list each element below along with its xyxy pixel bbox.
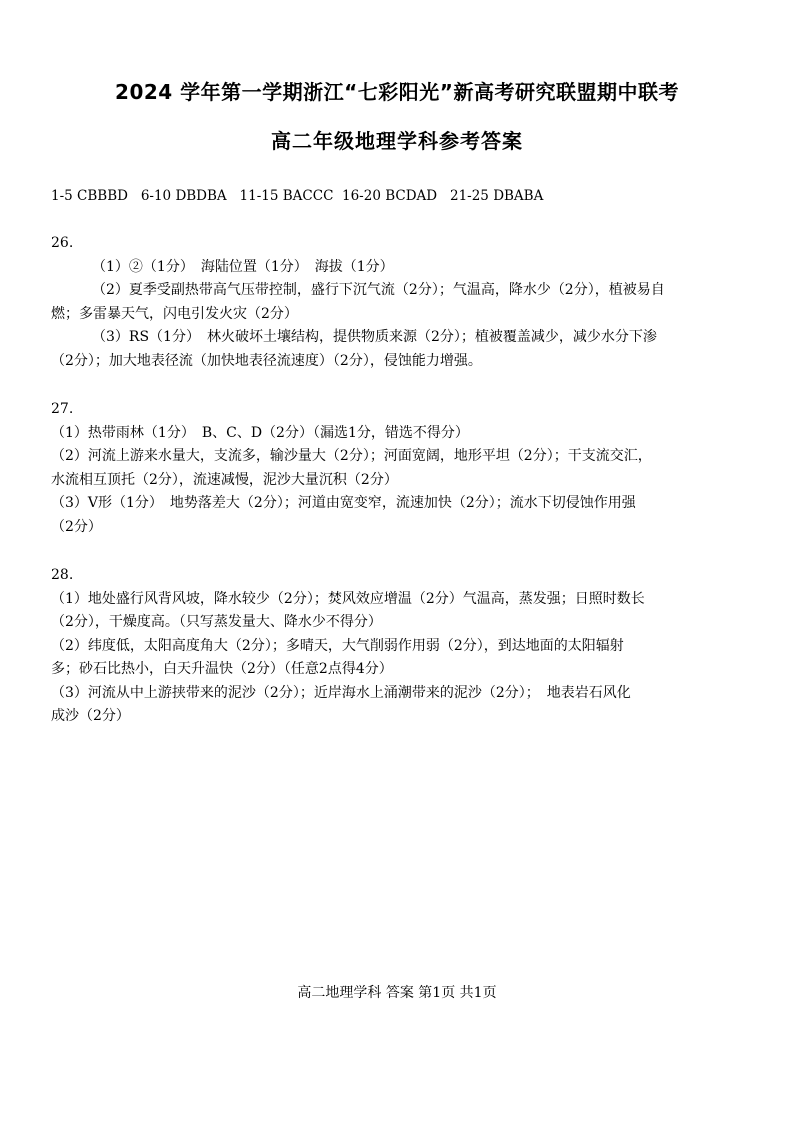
- answer-line: 水流相互顶托（2分），流速减慢，泥沙大量沉积（2分）: [51, 471, 398, 488]
- answer-line: （1）热带雨林（1分） B、C、D（2分）（漏选1分，错选不得分）: [51, 424, 469, 441]
- answer-line: （2分）: [51, 518, 102, 535]
- answer-line: （3）V形（1分） 地势落差大（2分）；河道由宽变窄，流速加快（2分）；流水下切侵蚀作用强: [51, 495, 636, 511]
- answer-line: （2）夏季受副热带高气压带控制，盛行下沉气流（2分）；气温高，降水少（2分），植被易自: [92, 282, 665, 298]
- question-number: 26.: [51, 235, 74, 251]
- answer-line: 燃；多雷暴天气，闪电引发火灾（2分）: [51, 305, 298, 322]
- answer-line: 成沙（2分）: [51, 708, 130, 724]
- question-27: [51, 398, 751, 539]
- page-subtitle: 高二年级地理学科参考答案: [271, 129, 523, 153]
- answer-line: （2）纬度低，太阳高度角大（2分）；多晴天，大气削弱作用弱（2分），到达地面的太阳辐射: [51, 637, 624, 654]
- page-footer: 高二地理学科 答案 第1页 共1页: [297, 985, 497, 1001]
- answer-line: （1）②（1分） 海陆位置（1分） 海拔（1分）: [92, 258, 394, 275]
- multiple-choice-answers: 1-5 CBBBD 6-10 DBDBA 11-15 BACCC 16-20 BCDAD 21-25 DBABA: [51, 188, 544, 204]
- question-number: 28.: [51, 567, 74, 583]
- question-28: [51, 564, 751, 729]
- answer-line: （2分）；加大地表径流（加快地表径流速度）（2分），侵蚀能力增强。: [51, 352, 482, 369]
- answer-line: （3）河流从中上游挟带来的泥沙（2分）；近岸海水上涌潮带来的泥沙（2分）； 地表岩石风化: [51, 684, 631, 701]
- answer-line: （2分），干燥度高。（只写蒸发量大、降水少不得分）: [51, 614, 382, 630]
- answer-line: （2）河流上游来水量大，支流多，输沙量大（2分）；河面宽阔，地形平坦（2分）；干支流交汇，: [51, 448, 652, 464]
- answer-line: 多；砂石比热小，白天升温快（2分）（任意2点得4分）: [51, 661, 393, 677]
- question-number: 27.: [51, 401, 74, 417]
- page-title: 2024 学年第一学期浙江“七彩阳光”新高考研究联盟期中联考: [115, 80, 679, 104]
- answer-line: （1）地处盛行风背风坡，降水较少（2分）；焚风效应增温（2分）气温高，蒸发强；日照时数长: [51, 590, 645, 607]
- question-26: [51, 232, 751, 373]
- answer-line: （3）RS（1分） 林火破坏土壤结构，提供物质来源（2分）；植被覆盖减少，减少水分下渗: [92, 329, 657, 345]
